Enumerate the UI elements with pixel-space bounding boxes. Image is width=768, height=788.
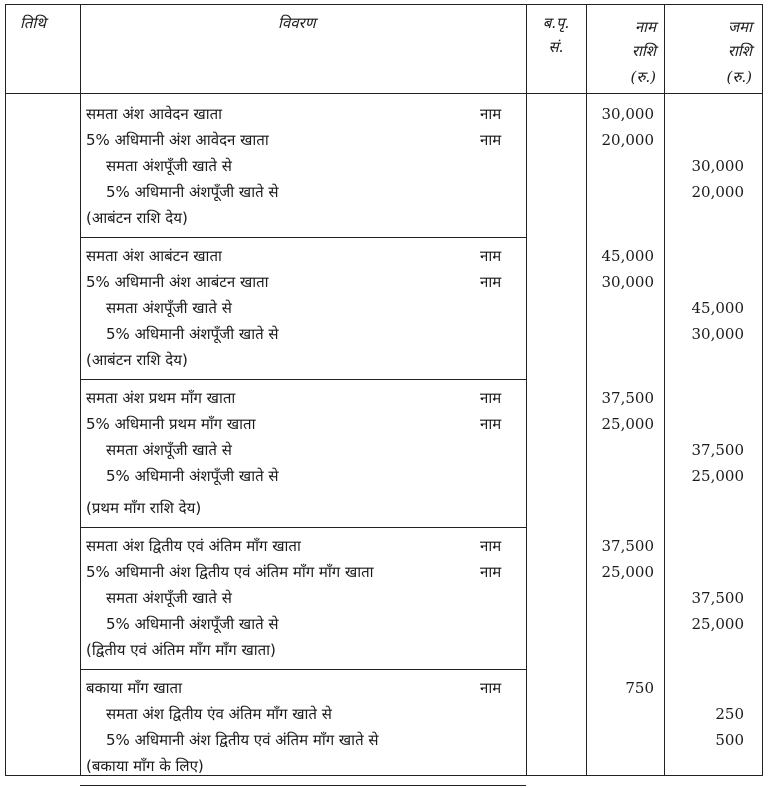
debit-amount: 37,500 xyxy=(601,389,654,407)
credit-amount: 250 xyxy=(715,705,744,723)
entry-account: समता अंश आवेदन खाता xyxy=(86,105,223,123)
header-particulars: विवरण xyxy=(278,14,316,32)
header-debit-2: राशि xyxy=(631,42,656,60)
entry-account: 5% अधिमानी अंश द्वितीय एवं अंतिम माँग माँग खाता xyxy=(86,563,374,581)
entry-account: 5% अधिमानी अंशपूँजी खाते से xyxy=(106,325,279,343)
entry-divider xyxy=(80,237,526,238)
entry-account: समता अंशपूँजी खाते से xyxy=(106,299,232,317)
debit-amount: 25,000 xyxy=(601,563,654,581)
entry-divider xyxy=(80,379,526,380)
entry-account: 5% अधिमानी अंशपूँजी खाते से xyxy=(106,615,279,633)
dr-marker: नाम xyxy=(480,389,502,407)
entry-narration: (आबंटन राशि देय) xyxy=(86,209,188,227)
header-credit-1: जमा xyxy=(728,18,752,36)
header-debit-3: (रु.) xyxy=(630,68,656,86)
debit-amount: 30,000 xyxy=(601,105,654,123)
header-credit-2: राशि xyxy=(727,42,752,60)
debit-amount: 37,500 xyxy=(601,537,654,555)
entry-divider xyxy=(80,527,526,528)
entry-account: 5% अधिमानी प्रथम माँग खाता xyxy=(86,415,256,433)
dr-marker: नाम xyxy=(480,247,502,265)
header-lf-2: सं. xyxy=(548,38,564,56)
entry-account: समता अंश प्रथम माँग खाता xyxy=(86,389,236,407)
credit-amount: 500 xyxy=(715,731,744,749)
header-credit-3: (रु.) xyxy=(726,68,752,86)
entry-account: समता अंशपूँजी खाते से xyxy=(106,589,232,607)
dr-marker: नाम xyxy=(480,563,502,581)
entry-divider xyxy=(80,669,526,670)
dr-marker: नाम xyxy=(480,537,502,555)
column-divider xyxy=(586,5,587,775)
dr-marker: नाम xyxy=(480,105,502,123)
entry-account: बकाया माँग खाता xyxy=(86,679,182,697)
credit-amount: 30,000 xyxy=(691,325,744,343)
entry-narration: (द्वितीय एवं अंतिम माँग माँग खाता) xyxy=(86,641,276,659)
entry-narration: (प्रथम माँग राशि देय) xyxy=(86,499,202,517)
journal-table xyxy=(5,4,763,776)
entry-account: समता अंशपूँजी खाते से xyxy=(106,441,232,459)
credit-amount: 45,000 xyxy=(691,299,744,317)
entry-account: 5% अधिमानी अंश आवेदन खाता xyxy=(86,131,269,149)
entry-account: 5% अधिमानी अंशपूँजी खाते से xyxy=(106,183,279,201)
column-divider xyxy=(80,5,81,775)
entry-narration: (बकाया माँग के लिए) xyxy=(86,757,204,775)
entry-account: 5% अधिमानी अंश द्वितीय एवं अंतिम माँग खाते से xyxy=(106,731,379,749)
header-divider xyxy=(6,93,762,94)
debit-amount: 20,000 xyxy=(601,131,654,149)
credit-amount: 20,000 xyxy=(691,183,744,201)
debit-amount: 750 xyxy=(625,679,654,697)
credit-amount: 37,500 xyxy=(691,441,744,459)
credit-amount: 30,000 xyxy=(691,157,744,175)
dr-marker: नाम xyxy=(480,679,502,697)
entry-account: समता अंश आबंटन खाता xyxy=(86,247,222,265)
credit-amount: 25,000 xyxy=(691,615,744,633)
column-divider xyxy=(664,5,665,775)
entry-divider xyxy=(80,785,526,786)
entry-account: समता अंशपूँजी खाते से xyxy=(106,157,232,175)
header-date: तिथि xyxy=(20,14,46,32)
entry-account: समता अंश द्वितीय एंव अंतिम माँग खाते से xyxy=(106,705,332,723)
dr-marker: नाम xyxy=(480,415,502,433)
debit-amount: 45,000 xyxy=(601,247,654,265)
entry-narration: (आबंटन राशि देय) xyxy=(86,351,188,369)
entry-account: 5% अधिमानी अंशपूँजी खाते से xyxy=(106,467,279,485)
entry-account: समता अंश द्वितीय एवं अंतिम माँग खाता xyxy=(86,537,301,555)
dr-marker: नाम xyxy=(480,131,502,149)
column-divider xyxy=(526,5,527,775)
header-lf-1: ब.पृ. xyxy=(542,14,570,32)
header-debit-1: नाम xyxy=(634,18,656,36)
dr-marker: नाम xyxy=(480,273,502,291)
entry-account: 5% अधिमानी अंश आबंटन खाता xyxy=(86,273,269,291)
debit-amount: 25,000 xyxy=(601,415,654,433)
credit-amount: 37,500 xyxy=(691,589,744,607)
credit-amount: 25,000 xyxy=(691,467,744,485)
debit-amount: 30,000 xyxy=(601,273,654,291)
